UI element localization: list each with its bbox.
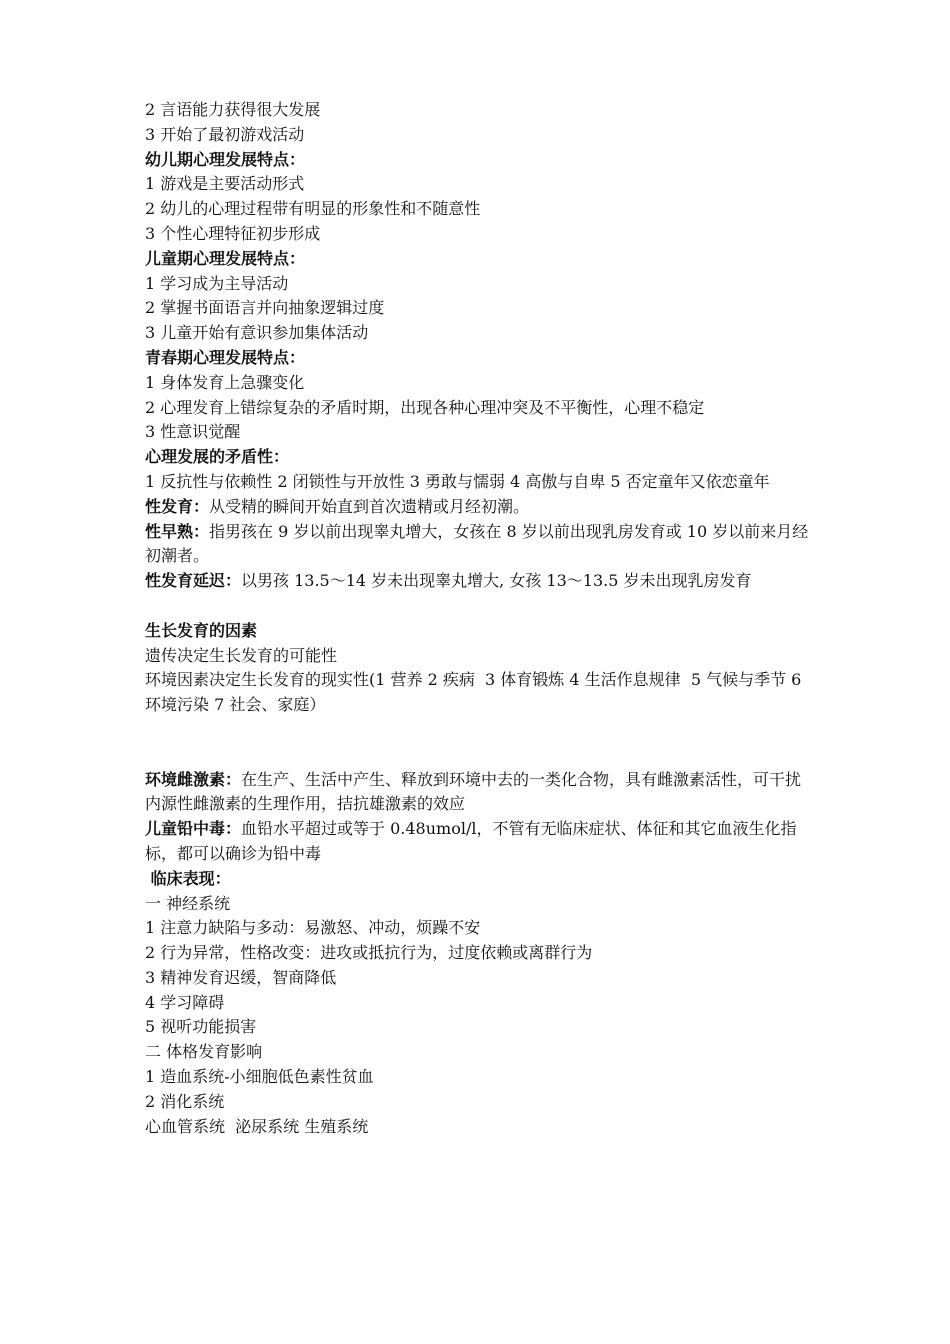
text-line: 1 注意力缺陷与多动：易激怒、冲动，烦躁不安 [145, 918, 481, 938]
text-line: 1 游戏是主要活动形式 [145, 174, 305, 194]
section-heading: 生长发育的因素 [145, 620, 258, 640]
text-line: 4 学习障碍 [145, 992, 225, 1012]
spacer [145, 718, 817, 768]
text-line: 1 身体发育上急骤变化 [145, 372, 305, 392]
section-heading: 幼儿期心理发展特点： [145, 149, 306, 169]
definition-text: 指男孩在 9 岁以前出现睾丸增大，女孩在 8 岁以前出现乳房发育或 10 岁以前来月经初潮者。 [145, 521, 809, 566]
definition-term: 性早熟： [145, 521, 210, 541]
definition-line [145, 817, 817, 867]
definition-text: 血铅水平超过或等于 0.48umol/l，不管有无临床症状、体征和其它血液生化指标，都可以确诊为铅中毒 [145, 819, 797, 863]
spacer [145, 594, 817, 619]
text-line: 二 体格发育影响 [145, 1042, 263, 1062]
definition-term: 性发育延迟： [145, 571, 242, 591]
text-line: 2 言语能力获得很大发展 [145, 100, 321, 119]
section-heading: 临床表现： [145, 868, 231, 888]
text-line: 3 性意识觉醒 [145, 422, 241, 442]
definition-text: 以男孩 13.5～14 岁未出现睾丸增大, 女孩 13～13.5 岁未出现乳房发育 [241, 571, 752, 591]
text-line: 3 儿童开始有意识参加集体活动 [145, 323, 369, 343]
text-line: 一 神经系统 [145, 893, 231, 913]
text-line: 2 行为异常，性格改变：进攻或抵抗行为，过度依赖或离群行为 [145, 943, 593, 963]
text-line: 3 个性心理特征初步形成 [145, 223, 321, 243]
section-heading: 心理发展的矛盾性： [145, 447, 290, 467]
text-line: 3 精神发育迟缓，智商降低 [145, 967, 337, 987]
document-page [145, 98, 817, 1139]
definition-line [145, 495, 817, 520]
text-line: 2 消化系统 [145, 1091, 225, 1111]
text-line: 1 反抗性与依赖性 2 闭锁性与开放性 3 勇敢与懦弱 4 高傲与自卑 5 否定童年又依恋童年 [145, 471, 770, 491]
text-line: 5 视听功能损害 [145, 1017, 257, 1037]
section-heading: 儿童期心理发展特点： [145, 248, 306, 268]
definition-term: 环境雌激素： [145, 769, 242, 789]
text-line: 2 心理发育上错综复杂的矛盾时期，出现各种心理冲突及不平衡性，心理不稳定 [145, 397, 705, 417]
text-line: 2 幼儿的心理过程带有明显的形象性和不随意性 [145, 199, 481, 219]
definition-line [145, 520, 817, 570]
text-line: 1 学习成为主导活动 [145, 273, 289, 293]
definition-line [145, 569, 817, 594]
text-line: 2 掌握书面语言并向抽象逻辑过度 [145, 298, 385, 318]
text-line: 心血管系统 泌尿系统 生殖系统 [145, 1116, 369, 1136]
definition-text: 在生产、生活中产生、释放到环境中去的一类化合物，具有雌激素活性，可干扰内源性雌激素的生理作用，拮抗雄激素的效应 [145, 769, 802, 814]
section-heading: 青春期心理发展特点： [145, 347, 306, 367]
text-line: 遗传决定生长发育的可能性 [145, 645, 338, 665]
definition-line [145, 768, 817, 818]
text-line: 环境因素决定生长发育的现实性(1 营养 2 疾病 3 体育锻炼 4 生活作息规律 5 气候与季节 6 环境污染 7 社会、家庭） [145, 670, 807, 715]
definition-text: 从受精的瞬间开始直到首次遗精或月经初潮。 [209, 496, 530, 516]
text-line: 3 开始了最初游戏活动 [145, 124, 305, 144]
text-line: 1 造血系统-小细胞低色素性贫血 [145, 1067, 374, 1087]
definition-term: 儿童铅中毒： [145, 819, 242, 839]
definition-term: 性发育： [145, 496, 210, 516]
